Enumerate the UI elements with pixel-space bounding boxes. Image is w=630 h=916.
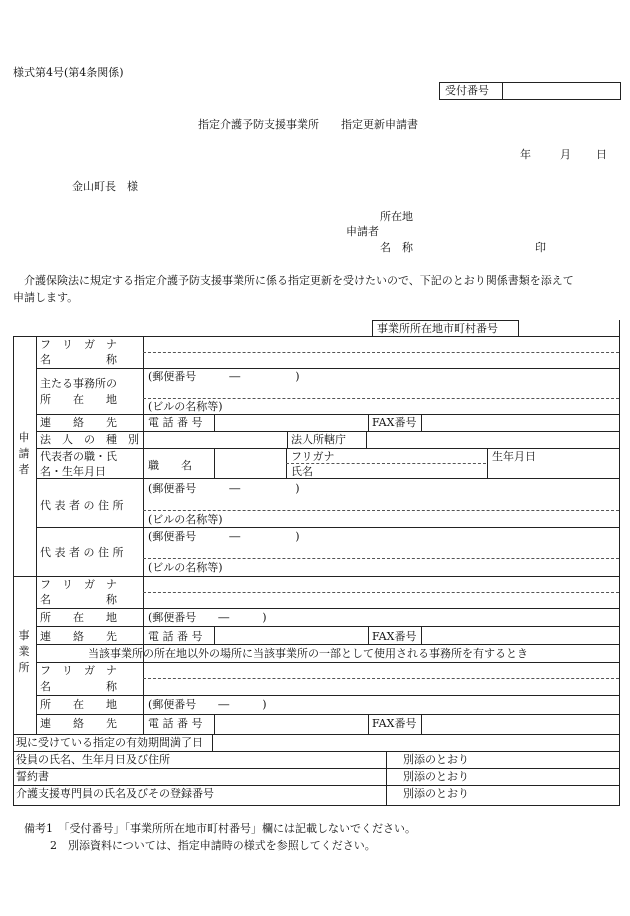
- corp-authority-field[interactable]: [368, 432, 617, 447]
- form-number: 様式第4号(第4条関係): [13, 66, 124, 79]
- branch-furigana-label: フ リ ガ ナ: [40, 664, 117, 677]
- cell-line: [421, 626, 422, 644]
- row-line: [13, 751, 619, 752]
- addressee: 金山町長 様: [72, 180, 138, 193]
- rep-furigana-label: フリガナ: [291, 450, 335, 463]
- care-manager-value: 別添のとおり: [403, 787, 469, 800]
- location-label: 所在地: [380, 210, 413, 223]
- branch-name-label: 名 称: [40, 680, 117, 693]
- office-name-field[interactable]: [145, 593, 617, 607]
- rep-address-postal2: (郵便番号 ― ): [148, 530, 300, 543]
- main-office-label1: 主たる事務所の: [40, 377, 117, 390]
- branch-office-note: 当該事業所の所在地以外の場所に当該事業所の一部として使用される事務所を有するとき: [88, 647, 528, 660]
- branch-phone-field[interactable]: [216, 715, 366, 733]
- applicant-furigana-label: フ リ ガ ナ: [40, 338, 117, 351]
- name-label: 名 称: [380, 241, 413, 254]
- cell-line: [368, 714, 369, 734]
- officers-value: 別添のとおり: [403, 753, 469, 766]
- branch-contact-label: 連 絡 先: [40, 717, 117, 730]
- office-code-label: 事業所所在地市町村番号: [377, 322, 498, 335]
- corp-type-label: 法 人 の 種 別: [40, 433, 139, 446]
- section-line: [13, 576, 619, 577]
- cell-line: [421, 414, 422, 431]
- intro-text-line2: 申請します。: [13, 291, 79, 304]
- office-furigana-label: フ リ ガ ナ: [40, 578, 117, 591]
- postal-dash-line: [143, 398, 619, 399]
- row-line: [36, 448, 619, 449]
- position-field[interactable]: [216, 449, 284, 477]
- applicant-name-label: 名 称: [40, 353, 117, 366]
- office-postal: (郵便番号 ― ): [148, 611, 267, 624]
- row-line: [36, 527, 619, 528]
- office-name-label: 名 称: [40, 593, 117, 606]
- label-column-divider: [143, 336, 144, 734]
- row-line: [36, 368, 619, 369]
- table-bottom-border: [13, 805, 619, 806]
- row-line: [36, 695, 619, 696]
- applicant-phone-label: 電 話 番 号: [148, 416, 203, 429]
- office-contact-label: 連 絡 先: [40, 630, 117, 643]
- note-2: 2 別添資料については、指定申請時の様式を参照してください。: [50, 839, 376, 852]
- row-line: [36, 662, 619, 663]
- officers-label: 役員の氏名、生年月日及び住所: [16, 753, 170, 766]
- pledge-value: 別添のとおり: [403, 770, 469, 783]
- office-fax-label: FAX番号: [372, 630, 417, 643]
- row-line: [36, 478, 619, 479]
- branch-fax-field[interactable]: [423, 715, 617, 733]
- receipt-number-field[interactable]: [504, 83, 618, 98]
- applicant-label: 申請者: [346, 225, 379, 238]
- cell-line: [368, 626, 369, 644]
- branch-fax-label: FAX番号: [372, 717, 417, 730]
- applicant-fax-field[interactable]: [423, 415, 617, 430]
- branch-phone-label: 電 話 番 号: [148, 717, 203, 730]
- rep-address-building: (ビルの名称等): [148, 513, 223, 526]
- office-section-label: 事業所: [18, 629, 30, 674]
- validity-label: 現に受けている指定の有効期間満了日: [16, 736, 203, 749]
- representative-label1: 代表者の職・氏: [40, 450, 117, 463]
- rep-name-dash-line: [286, 463, 486, 464]
- applicant-section-label: 申請者: [18, 431, 30, 476]
- office-fax-field[interactable]: [423, 627, 617, 643]
- note-1: 備考1 「受付番号」「事業所所在地市町村番号」欄には記載しないでください。: [24, 822, 416, 835]
- date-day: 日: [596, 148, 607, 161]
- main-office-label2: 所 在 地: [40, 393, 117, 406]
- office-phone-label: 電 話 番 号: [148, 630, 203, 643]
- rep-address-label: 代 表 者 の 住 所: [40, 499, 124, 512]
- rep-address-building2: (ビルの名称等): [148, 561, 223, 574]
- cell-line: [212, 734, 213, 751]
- cell-line: [487, 448, 488, 478]
- row-line: [13, 785, 619, 786]
- branch-postal: (郵便番号 ― ): [148, 698, 267, 711]
- corp-type-field[interactable]: [145, 432, 285, 447]
- cell-line: [214, 626, 215, 644]
- pledge-label: 誓約書: [16, 770, 49, 783]
- cell-line: [214, 448, 215, 478]
- office-location-label: 所 在 地: [40, 611, 117, 624]
- cell-line: [214, 714, 215, 734]
- table-top-border: [13, 336, 619, 337]
- date-month: 月: [560, 148, 571, 161]
- rep-postal-dash-line2: [143, 558, 619, 559]
- rep-postal-dash-line: [143, 510, 619, 511]
- date-year: 年: [520, 148, 531, 161]
- office-code-field[interactable]: [519, 321, 618, 335]
- applicant-phone-field[interactable]: [216, 415, 366, 430]
- rep-name-label: 氏名: [291, 465, 313, 478]
- corp-authority-label: 法人所轄庁: [291, 433, 346, 446]
- cell-line: [287, 431, 288, 448]
- branch-name-field[interactable]: [145, 679, 617, 693]
- office-phone-field[interactable]: [216, 627, 366, 643]
- cell-line: [214, 414, 215, 431]
- row-line: [36, 608, 619, 609]
- page-title: 指定介護予防支援事業所 指定更新申請書: [198, 118, 418, 131]
- cell-line: [368, 414, 369, 431]
- cell-line: [421, 714, 422, 734]
- validity-field[interactable]: [214, 735, 617, 750]
- rep-address-label2: 代 表 者 の 住 所: [40, 546, 124, 559]
- seal-label: 印: [535, 241, 546, 254]
- receipt-divider: [502, 82, 503, 99]
- table-left-border: [13, 336, 14, 806]
- receipt-label: 受付番号: [445, 84, 489, 97]
- care-manager-label: 介護支援専門員の氏名及びその登録番号: [16, 787, 214, 800]
- applicant-contact-label: 連 絡 先: [40, 416, 117, 429]
- row-line: [13, 768, 619, 769]
- representative-label2: 名・生年月日: [40, 465, 106, 478]
- rep-address-postal: (郵便番号 ― ): [148, 482, 300, 495]
- main-office-postal: (郵便番号 ― ): [148, 370, 300, 383]
- table-right-border: [619, 320, 620, 806]
- cell-line: [366, 431, 367, 448]
- birthdate-label: 生年月日: [492, 450, 536, 463]
- applicant-fax-label: FAX番号: [372, 416, 417, 429]
- row-line: [36, 644, 619, 645]
- main-office-building: (ビルの名称等): [148, 400, 223, 413]
- applicant-name-field[interactable]: [145, 353, 617, 367]
- branch-location-label: 所 在 地: [40, 698, 117, 711]
- intro-text-line1: 介護保険法に規定する指定介護予防支援事業所に係る指定更新を受けたいので、下記のとおり関係書類を添えて: [24, 274, 574, 287]
- footer-value-divider: [386, 751, 387, 806]
- section-column-divider: [36, 336, 37, 734]
- position-label: 職 名: [148, 459, 192, 472]
